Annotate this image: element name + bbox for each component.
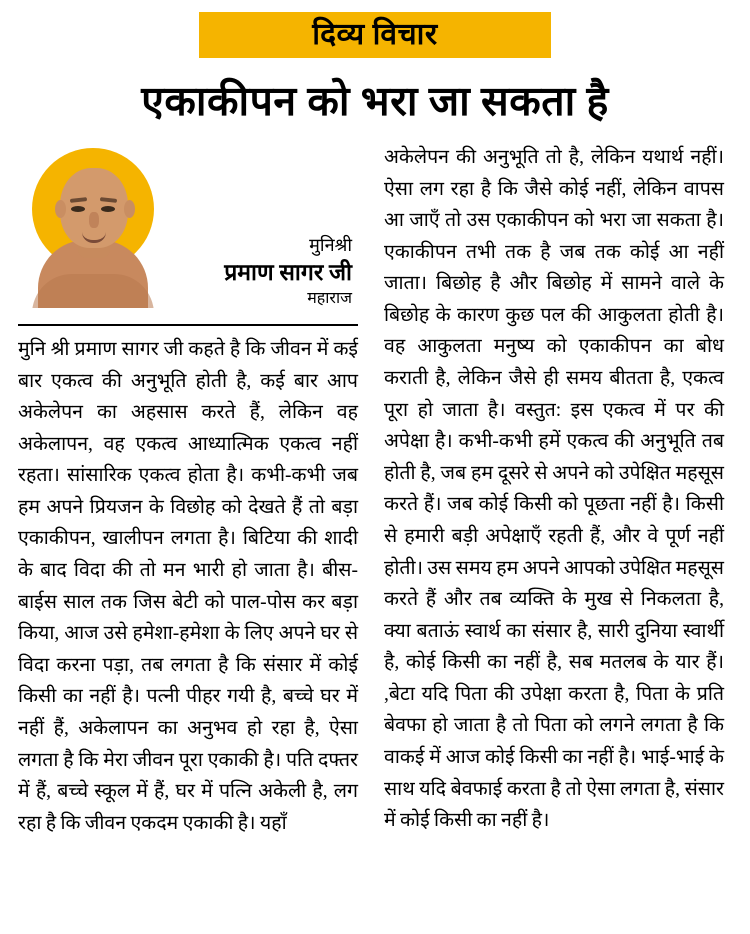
author-credit [176,142,352,309]
column-left [18,142,358,839]
masthead-title: दिव्य विचार [312,18,438,51]
article-headline: एकाकीपन को भरा जा सकता है [141,78,609,124]
author-portrait [18,142,168,308]
paragraph-left: मुनि श्री प्रमाण सागर जी कहते है कि जीवन में कई बार एकत्व की अनुभूति होती है, कई बार आप अकेलेपन का अहसास करते हैं, लेकिन वह अकेलापन, वह एकत्व आध्यात्मिक एकत्व नहीं रहता। सांसारिक एकत्व होता है। कभी-कभी जब हम अपने प्रियजन के विछोह को देखते हैं तो बड़ा एकाकीपन, खालीपन लगता है। बिटिया की शादी के बाद विदा की तो मन भारी हो जाता है। बीस-बाईस साल तक जिस बेटी को पाल-पोस कर बड़ा किया, आज उसे हमेशा-हमेशा के लिए अपने घर से विदा करना पड़ा, तब लगता है कि संसार में कोई किसी का नहीं है। पत्नी पीहर गयी है, बच्चे घर में नहीं हैं, अकेलापन का अनुभव हो रहा है, ऐसा लगता है कि मेरा जीवन पूरा एकाकी है। पति दफ्तर में हैं, बच्चे स्कूल में हैं, घर में पत्नि अकेली है, लग रहा है कि जीवन एकदम एकाकी है। यहाँ [18,339,358,834]
column-right [384,142,724,837]
monk-portrait-icon [32,148,154,308]
newspaper-page [0,12,750,934]
masthead-banner [199,12,551,58]
author-honorific: मुनिश्री [309,235,352,256]
author-name: प्रमाण सागर जी [224,259,352,285]
author-block [18,142,358,318]
paragraph-right: अकेलेपन की अनुभूति तो है, लेकिन यथार्थ नहीं। ऐसा लग रहा है कि जैसे कोई नहीं, लेकिन वापस आ जाएँ तो उस एकाकीपन को भरा जा सकता है। एकाकीपन तभी तक है जब तक कोई आ नहीं जाता। बिछोह है और बिछोह में सामने वाले के बिछोह के कारण कुछ पल की आकुलता होती है। वह आकुलता मनुष्य को एकाकीपन का बोध कराती है, लेकिन जैसे ही समय बीतता है, एकत्व पूरा हो जाता है। वस्तुत: इस एकत्व में पर की अपेक्षा है। कभी-कभी हमें एकत्व की अनुभूति तब होती है, जब हम दूसरे से अपने को उपेक्षित महसूस करते हैं। जब कोई किसी को पूछता नहीं है। किसी से हमारी बड़ी अपेक्षाएँ रहती हैं, और वे पूर्ण नहीं होती। उस समय हम अपने आपको उपेक्षित महसूस करते हैं और तब व्यक्ति के मुख से निकलता है, क्या बताऊं स्वार्थ का संसार है, सारी दुनिया स्वार्थी है, कोई किसी का नहीं है, सब मतलब के यार हैं। ,बेटा यदि पिता की उपेक्षा करता है, पिता के प्रति बेवफा हो जाता है तो पिता को लगने लगता है कि वाकई में आज कोई किसी का नहीं है। भाई-भाई के साथ यदि बेवफाई करता है तो ऐसा लगता है, संसार में कोई किसी का नहीं है। [384,147,724,832]
divider [18,324,358,326]
article-body [18,142,732,839]
author-title: महाराज [307,290,352,308]
